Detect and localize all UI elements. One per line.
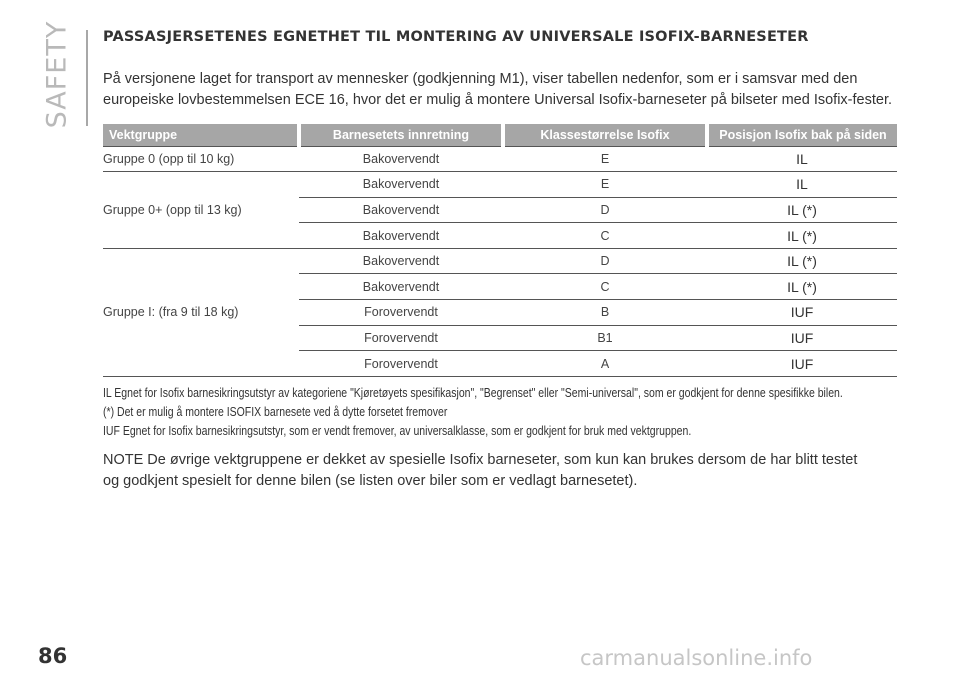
orientation-cell: Bakovervendt xyxy=(299,172,503,198)
size-cell: B xyxy=(503,300,707,326)
size-cell: C xyxy=(503,274,707,300)
group-label: Gruppe I: (fra 9 til 18 kg) xyxy=(103,248,299,376)
size-cell: D xyxy=(503,197,707,223)
footnote-asterisk: (*) Det er mulig å montere ISOFIX barnesete ved å dytte forsetet fremover xyxy=(103,405,448,419)
orientation-cell: Bakovervendt xyxy=(299,146,503,172)
position-cell: IL (*) xyxy=(707,223,897,249)
table-footnotes xyxy=(103,384,903,441)
note-paragraph: NOTE De øvrige vektgruppene er dekket av spesielle Isofix barneseter, som kun kan brukes dersom de har blitt testet og godkjent spesielt for denne bilen (se listen over biler som er vedlagt barnesetet). xyxy=(103,452,858,489)
header-orientation: Barnesetets innretning xyxy=(299,124,503,146)
position-cell: IUF xyxy=(707,300,897,326)
header-size-class: Klassestørrelse Isofix xyxy=(503,124,707,146)
table-row xyxy=(103,172,897,198)
orientation-cell: Forovervendt xyxy=(299,351,503,377)
footnote-il: IL Egnet for Isofix barnesikringsutstyr av kategoriene "Kjøretøyets spesifikasjon", "Begrenset" eller "Semi-universal", som er godkjent for denne spesifikke bilen. xyxy=(103,386,843,400)
header-position: Posisjon Isofix bak på siden xyxy=(707,124,897,146)
section-label-text: SAFETY xyxy=(41,20,73,128)
orientation-cell: Forovervendt xyxy=(299,325,503,351)
size-cell: C xyxy=(503,223,707,249)
size-cell: B1 xyxy=(503,325,707,351)
orientation-cell: Bakovervendt xyxy=(299,223,503,249)
position-cell: IL (*) xyxy=(707,248,897,274)
orientation-cell: Bakovervendt xyxy=(299,248,503,274)
size-cell: E xyxy=(503,172,707,198)
group-label: Gruppe 0 (opp til 10 kg) xyxy=(103,146,299,172)
size-cell: D xyxy=(503,248,707,274)
orientation-cell: Forovervendt xyxy=(299,300,503,326)
table-row xyxy=(103,146,897,172)
size-cell: A xyxy=(503,351,707,377)
table-header-row xyxy=(103,124,897,146)
position-cell: IL xyxy=(707,172,897,198)
position-cell: IL (*) xyxy=(707,274,897,300)
position-cell: IUF xyxy=(707,325,897,351)
position-cell: IL (*) xyxy=(707,197,897,223)
header-weight-group: Vektgruppe xyxy=(103,124,299,146)
position-cell: IUF xyxy=(707,351,897,377)
orientation-cell: Bakovervendt xyxy=(299,274,503,300)
isofix-table xyxy=(103,124,897,377)
table-row xyxy=(103,248,897,274)
footnote-iuf: IUF Egnet for Isofix barnesikringsutstyr, som er vendt fremover, av universalklasse, som er godkjent for bruk med vektgruppen. xyxy=(103,424,692,438)
position-cell: IL xyxy=(707,146,897,172)
watermark-text: carmanualsonline.info xyxy=(580,646,813,670)
section-label xyxy=(34,20,80,128)
section-divider xyxy=(86,30,88,126)
group-label: Gruppe 0+ (opp til 13 kg) xyxy=(103,172,299,249)
size-cell: E xyxy=(503,146,707,172)
page-heading: PASSASJERSETENES EGNETHET TIL MONTERING AV UNIVERSALE ISOFIX-BARNESETER xyxy=(103,29,809,45)
page-number: 86 xyxy=(38,644,68,668)
orientation-cell: Bakovervendt xyxy=(299,197,503,223)
intro-paragraph: På versjonene laget for transport av mennesker (godkjenning M1), viser tabellen nedenfor, som er i samsvar med den europeiske lovbestemmelsen ECE 16, hvor det er mulig å montere Universal Isofix-barneseter på bilseter med Isofix-fester. xyxy=(103,71,892,108)
